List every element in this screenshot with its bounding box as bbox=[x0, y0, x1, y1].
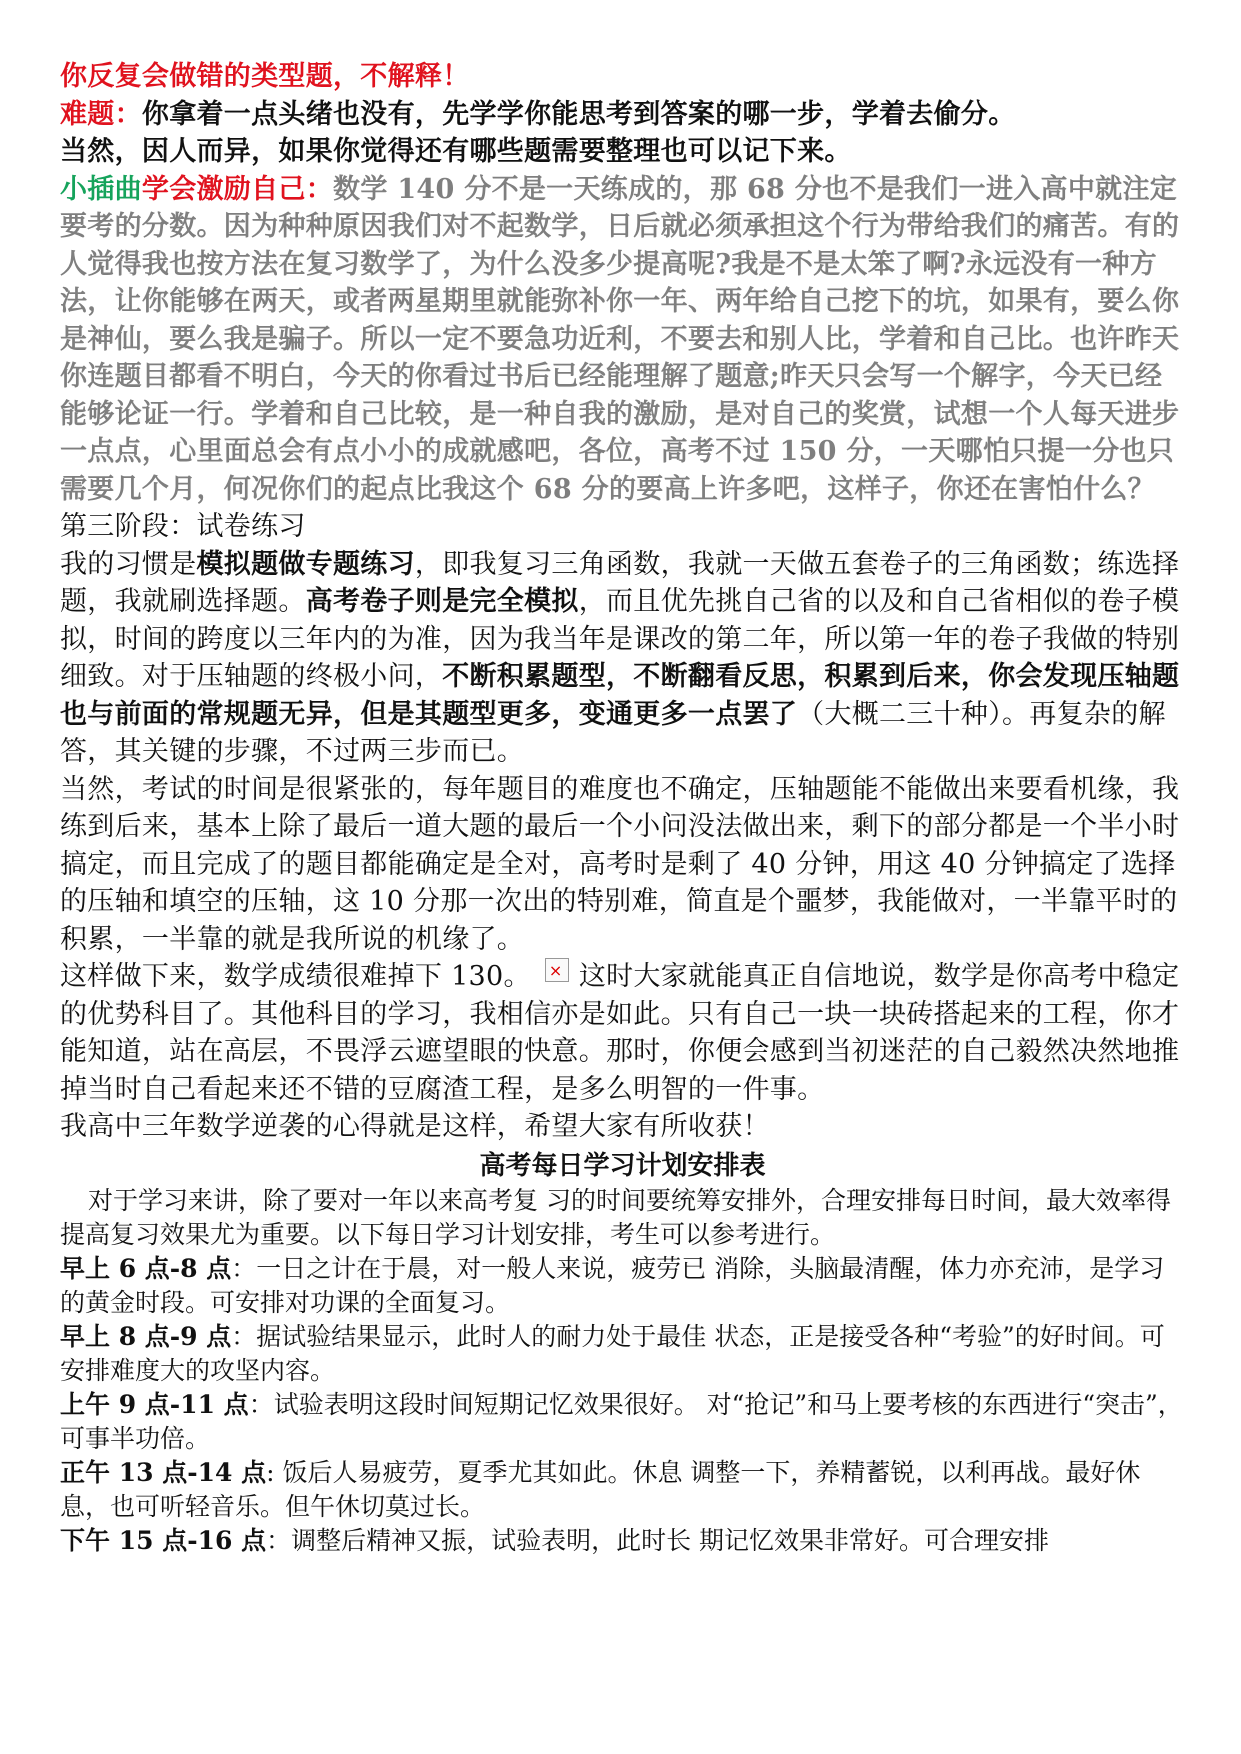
line-mistake-types: 你反复会做错的类型题，不解释！ bbox=[60, 61, 470, 92]
broken-image-icon bbox=[545, 958, 569, 982]
plan-item-time: 早上 8 点-9 点 bbox=[60, 1321, 232, 1351]
interlude-title: 学会激励自己： bbox=[141, 173, 334, 205]
plan-item-text: 一日之计在于晨，对一般人来说，疲劳已 消除，头脑最清醒，体力亦充沛，是学习的黄金时段。可安排对功课的全面复习。 bbox=[60, 1253, 1165, 1317]
plan-item bbox=[60, 1252, 1185, 1320]
habit-emph-2: 高考卷子则是完全模拟 bbox=[305, 586, 579, 617]
plan-item-time: 早上 6 点-8 点 bbox=[60, 1253, 232, 1283]
habit-text-3: ，而且优先挑自己省的以及和自己省相似的卷子模拟，时间的跨度以三年内的为准，因为我当年是课改的第二年，所以第一年的卷子我做的特别细致。对于压轴题的终极小问， bbox=[60, 586, 1180, 692]
habit-emph-1: 模拟题做专题练习 bbox=[196, 548, 415, 580]
plan-item-sep: ： bbox=[231, 1253, 257, 1283]
plan-item-text: 调整后精神又振，试验表明，此时长 期记忆效果非常好。可合理安排 bbox=[291, 1525, 1050, 1555]
habit-paragraph bbox=[60, 546, 1185, 771]
interlude-paragraph bbox=[60, 171, 1185, 509]
plan-item-sep: ： bbox=[231, 1321, 257, 1351]
line-hard-problems bbox=[60, 96, 1185, 134]
plan-item-text: 试验表明这段时间短期记忆效果很好。 对“抢记”和马上要考核的东西进行“突击”，可事半功倍。 bbox=[60, 1389, 1183, 1453]
stage-three-heading: 第三阶段：试卷练习 bbox=[60, 511, 306, 542]
plan-intro: 对于学习来讲，除了要对一年以来高考复 习的时间要统筹安排外，合理安排每日时间，最大效率得提高复习效果尤为重要。以下每日学习计划安排，考生可以参考进行。 bbox=[60, 1185, 1171, 1249]
plan-item-sep: : bbox=[266, 1457, 283, 1487]
plan-item bbox=[60, 1524, 1185, 1558]
plan-item-text: 据试验结果显示，此时人的耐力处于最佳 状态，正是接受各种“考验”的好时间。可安排难度大的攻坚内容。 bbox=[60, 1321, 1165, 1385]
habit-text-4: （大概二三十种）。再复杂的解答，其关键的步骤，不过两三步而已。 bbox=[60, 698, 1166, 767]
document-page bbox=[60, 58, 1185, 1558]
plan-item bbox=[60, 1456, 1185, 1524]
plan-item-sep: ： bbox=[248, 1389, 274, 1419]
plan-item-sep: ： bbox=[266, 1525, 292, 1555]
result-text-1: 这样做下来，数学成绩很难掉下 130。 bbox=[60, 961, 531, 992]
closing-line: 我高中三年数学逆袭的心得就是这样，希望大家有所收获！ bbox=[60, 1111, 770, 1142]
plan-item-time: 上午 9 点-11 点 bbox=[60, 1389, 249, 1419]
habit-text-2: ，即我复习三角函数，我就一天做五套卷子的三角函数；练选择题，我就刷选择题。 bbox=[60, 548, 1180, 617]
interlude-label: 小插曲 bbox=[60, 173, 142, 205]
habit-text-1: 我的习惯是 bbox=[60, 548, 197, 580]
result-paragraph bbox=[60, 958, 1185, 1108]
hard-text: 你拿着一点头绪也没有，先学学你能思考到答案的哪一步，学着去偷分。 bbox=[141, 98, 1016, 130]
plan-item bbox=[60, 1320, 1185, 1388]
hard-label: 难题： bbox=[60, 98, 142, 130]
plan-item-time: 下午 15 点-16 点 bbox=[60, 1525, 267, 1555]
habit-emph-3: 不断积累题型，不断翻看反思，积累到后来，你会发现压轴题也与前面的常规题无异，但是其题型更多，变通更多一点罢了 bbox=[60, 661, 1180, 730]
interlude-text: 数学 140 分不是一天练成的，那 68 分也不是我们一进入高中就注定要考的分数。因为种种原因我们对不起数学，日后就必须承担这个行为带给我们的痛苦。有的人觉得我也按方法在复习数学了，为什么没多少提高呢?我是不是太笨了啊?永远没有一种方法，让你能够在两天，或者两星期里就能弥补你一年、两年给自己挖下的坑，如果有，要么你是神仙，要么我是骗子。所以一定不要急功近利，不要去和别人比，学着和自己比。也许昨天你连题目都看不明白，今天的你看过书后已经能理解了题意;昨天只会写一个解字，今天已经能够论证一行。学着和自己比较，是一种自我的激励，是对自己的奖赏，试想一个人每天进步一点点，心里面总会有点小小的成就感吧，各位，高考不过 150 分，一天哪怕只提一分也只需要几个月，何况你们的起点比我这个 68 分的要高上许多吧，这样子，你还在害怕什么？ bbox=[60, 173, 1180, 505]
plan-item-text: 饭后人易疲劳，夏季尤其如此。休息 调整一下，养精蓄锐，以利再战。最好休息，也可听轻音乐。但午休切莫过长。 bbox=[60, 1457, 1141, 1521]
line-individual: 当然，因人而异，如果你觉得还有哪些题需要整理也可以记下来。 bbox=[60, 136, 852, 167]
plan-title: 高考每日学习计划安排表 bbox=[479, 1150, 766, 1181]
time-paragraph: 当然，考试的时间是很紧张的，每年题目的难度也不确定，压轴题能不能做出来要看机缘，我练到后来，基本上除了最后一道大题的最后一个小问没法做出来，剩下的部分都是一个半小时搞定，而且完成了的题目都能确定是全对，高考时是剩了 40 分钟，用这 40 分钟搞定了选择的压轴和填空的压轴，这 10 分那一次出的特别难，简直是个噩梦，我能做对，一半靠平时的积累，一半靠的就是我所说的机缘了。 bbox=[60, 773, 1180, 955]
plan-item bbox=[60, 1388, 1185, 1456]
result-text-2: 这时大家就能真正自信地说，数学是你高考中稳定的优势科目了。其他科目的学习，我相信亦是如此。只有自己一块一块砖搭起来的工程，你才能知道，站在高层，不畏浮云遮望眼的快意。那时，你便会感到当初迷茫的自己毅然决然地推掉当时自己看起来还不错的豆腐渣工程，是多么明智的一件事。 bbox=[60, 961, 1180, 1105]
plan-item-time: 正午 13 点-14 点 bbox=[60, 1457, 267, 1487]
